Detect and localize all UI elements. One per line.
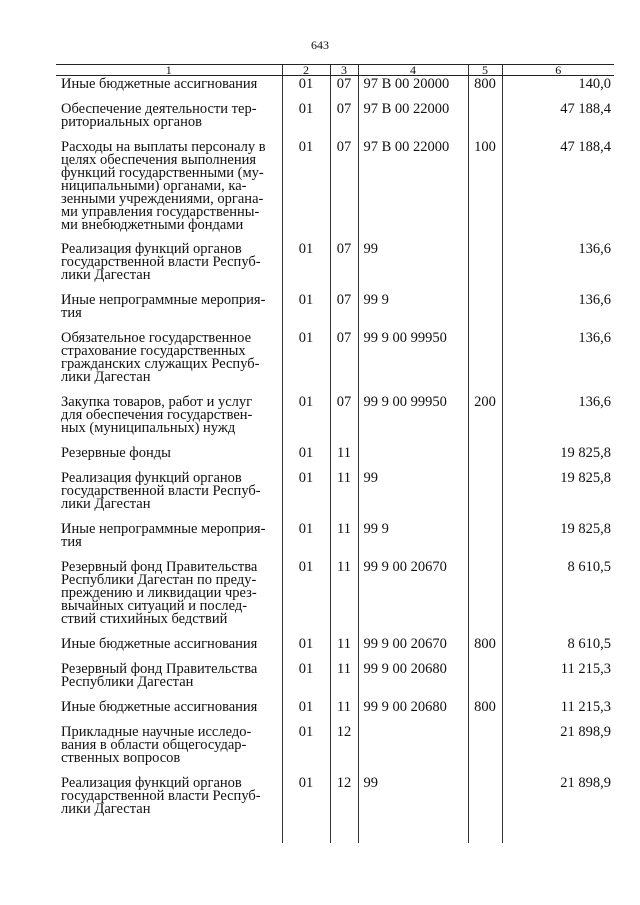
row-expense-type [468,521,502,559]
row-subsection: 12 [330,724,358,775]
table-row [56,139,614,241]
row-target-code: 99 [358,470,468,521]
row-amount: 11 215,3 [502,661,614,699]
row-target-code: 99 9 00 20670 [358,559,468,636]
row-target-code: 97 В 00 20000 [358,76,468,101]
table-row [56,241,614,292]
row-target-code: 99 [358,241,468,292]
row-expense-type [468,724,502,775]
table-row [56,521,614,559]
row-subsection: 11 [330,445,358,470]
row-subsection: 07 [330,292,358,330]
row-subsection: 07 [330,330,358,394]
row-name: Иные непрограммные мероприя- тия [61,520,266,550]
row-expense-type: 800 [468,699,502,724]
table-row [56,470,614,521]
row-name: Резервный фонд Правительства Республики Дагестан [61,660,258,690]
table-row [56,724,614,775]
row-name: Реализация функций органов государственной власти Респуб- лики Дагестан [61,240,261,283]
row-subsection: 11 [330,559,358,636]
row-subsection: 12 [330,775,358,826]
row-expense-type [468,330,502,394]
header-col-3: 3 [330,65,358,76]
row-subsection: 07 [330,76,358,101]
row-subsection: 11 [330,521,358,559]
row-name: Обязательное государственное страхование государственных гражданских служащих Респуб- лики Дагестан [61,329,260,385]
row-expense-type [468,445,502,470]
row-expense-type [468,292,502,330]
row-section: 01 [282,445,330,470]
table-row [56,394,614,445]
row-section: 01 [282,699,330,724]
row-amount: 19 825,8 [502,470,614,521]
table-row [56,330,614,394]
row-subsection: 11 [330,661,358,699]
row-amount: 19 825,8 [502,445,614,470]
row-expense-type: 800 [468,76,502,101]
row-expense-type [468,559,502,636]
row-expense-type [468,241,502,292]
row-section: 01 [282,521,330,559]
page-number: 643 [311,38,329,52]
row-amount: 8 610,5 [502,636,614,661]
row-name: Обеспечение деятельности тер- риториальных органов [61,100,257,130]
filler-cell [502,826,614,844]
row-section: 01 [282,724,330,775]
row-subsection: 11 [330,699,358,724]
filler-cell [358,826,468,844]
header-col-6: 6 [502,65,614,76]
row-section: 01 [282,241,330,292]
row-name: Закупка товаров, работ и услуг для обеспечения государствен- ных (муниципальных) нужд [61,393,253,436]
row-amount: 21 898,9 [502,724,614,775]
budget-table [56,64,614,843]
row-section: 01 [282,636,330,661]
row-name: Резервный фонд Правительства Республики Дагестан по преду- преждению и ликвидации чрез- вычайных ситуаций и послед- ствий стихийных бедствий [61,558,258,627]
row-name: Иные бюджетные ассигнования [61,635,258,652]
table-row [56,445,614,470]
filler-cell [56,826,282,844]
table-row [56,76,614,101]
row-name: Расходы на выплаты персоналу в целях обеспечения выполнения функций государственными (му- ниципальными) органами, ка- зенными учреждениями, органа- ми управления государственны- ми внебюджетными фондами [61,138,266,233]
row-expense-type [468,775,502,826]
header-col-5: 5 [468,65,502,76]
filler-cell [330,826,358,844]
row-target-code: 99 9 [358,292,468,330]
row-section: 01 [282,330,330,394]
row-section: 01 [282,394,330,445]
table-row [56,775,614,826]
row-expense-type: 200 [468,394,502,445]
row-name: Иные непрограммные мероприя- тия [61,291,266,321]
row-subsection: 07 [330,101,358,139]
row-amount: 47 188,4 [502,139,614,241]
row-section: 01 [282,101,330,139]
row-target-code: 99 9 00 20670 [358,636,468,661]
row-target-code: 97 В 00 22000 [358,139,468,241]
row-section: 01 [282,559,330,636]
row-amount: 11 215,3 [502,699,614,724]
row-subsection: 11 [330,636,358,661]
row-target-code: 97 В 00 22000 [358,101,468,139]
table-row [56,101,614,139]
row-amount: 47 188,4 [502,101,614,139]
table-row [56,699,614,724]
row-expense-type [468,661,502,699]
header-col-1: 1 [56,65,282,76]
header-row [56,65,614,76]
header-col-2: 2 [282,65,330,76]
row-target-code: 99 9 00 20680 [358,699,468,724]
row-name: Реализация функций органов государственной власти Респуб- лики Дагестан [61,774,261,817]
row-section: 01 [282,292,330,330]
row-expense-type [468,470,502,521]
filler-cell [468,826,502,844]
row-name: Прикладные научные исследо- вания в области общегосудар- ственных вопросов [61,723,252,766]
row-target-code: 99 9 00 99950 [358,394,468,445]
row-amount: 19 825,8 [502,521,614,559]
header-col-4: 4 [358,65,468,76]
row-subsection: 07 [330,394,358,445]
row-section: 01 [282,775,330,826]
row-section: 01 [282,76,330,101]
table-row [56,636,614,661]
filler-cell [282,826,330,844]
row-amount: 136,6 [502,394,614,445]
row-target-code: 99 [358,775,468,826]
row-amount: 136,6 [502,241,614,292]
row-name: Резервные фонды [61,444,171,461]
row-subsection: 07 [330,139,358,241]
row-expense-type [468,101,502,139]
table-filler-row [56,826,614,844]
table-row [56,292,614,330]
row-target-code: 99 9 00 99950 [358,330,468,394]
table-row [56,559,614,636]
row-name: Иные бюджетные ассигнования [61,698,258,715]
row-amount: 136,6 [502,330,614,394]
row-subsection: 11 [330,470,358,521]
row-amount: 140,0 [502,76,614,101]
row-section: 01 [282,470,330,521]
row-amount: 8 610,5 [502,559,614,636]
row-subsection: 07 [330,241,358,292]
row-amount: 21 898,9 [502,775,614,826]
row-expense-type: 100 [468,139,502,241]
row-target-code: 99 9 [358,521,468,559]
row-target-code [358,724,468,775]
row-target-code: 99 9 00 20680 [358,661,468,699]
row-amount: 136,6 [502,292,614,330]
table-row [56,661,614,699]
row-name: Реализация функций органов государственной власти Респуб- лики Дагестан [61,469,261,512]
row-section: 01 [282,139,330,241]
row-target-code [358,445,468,470]
row-expense-type: 800 [468,636,502,661]
row-section: 01 [282,661,330,699]
row-name: Иные бюджетные ассигнования [61,76,258,92]
